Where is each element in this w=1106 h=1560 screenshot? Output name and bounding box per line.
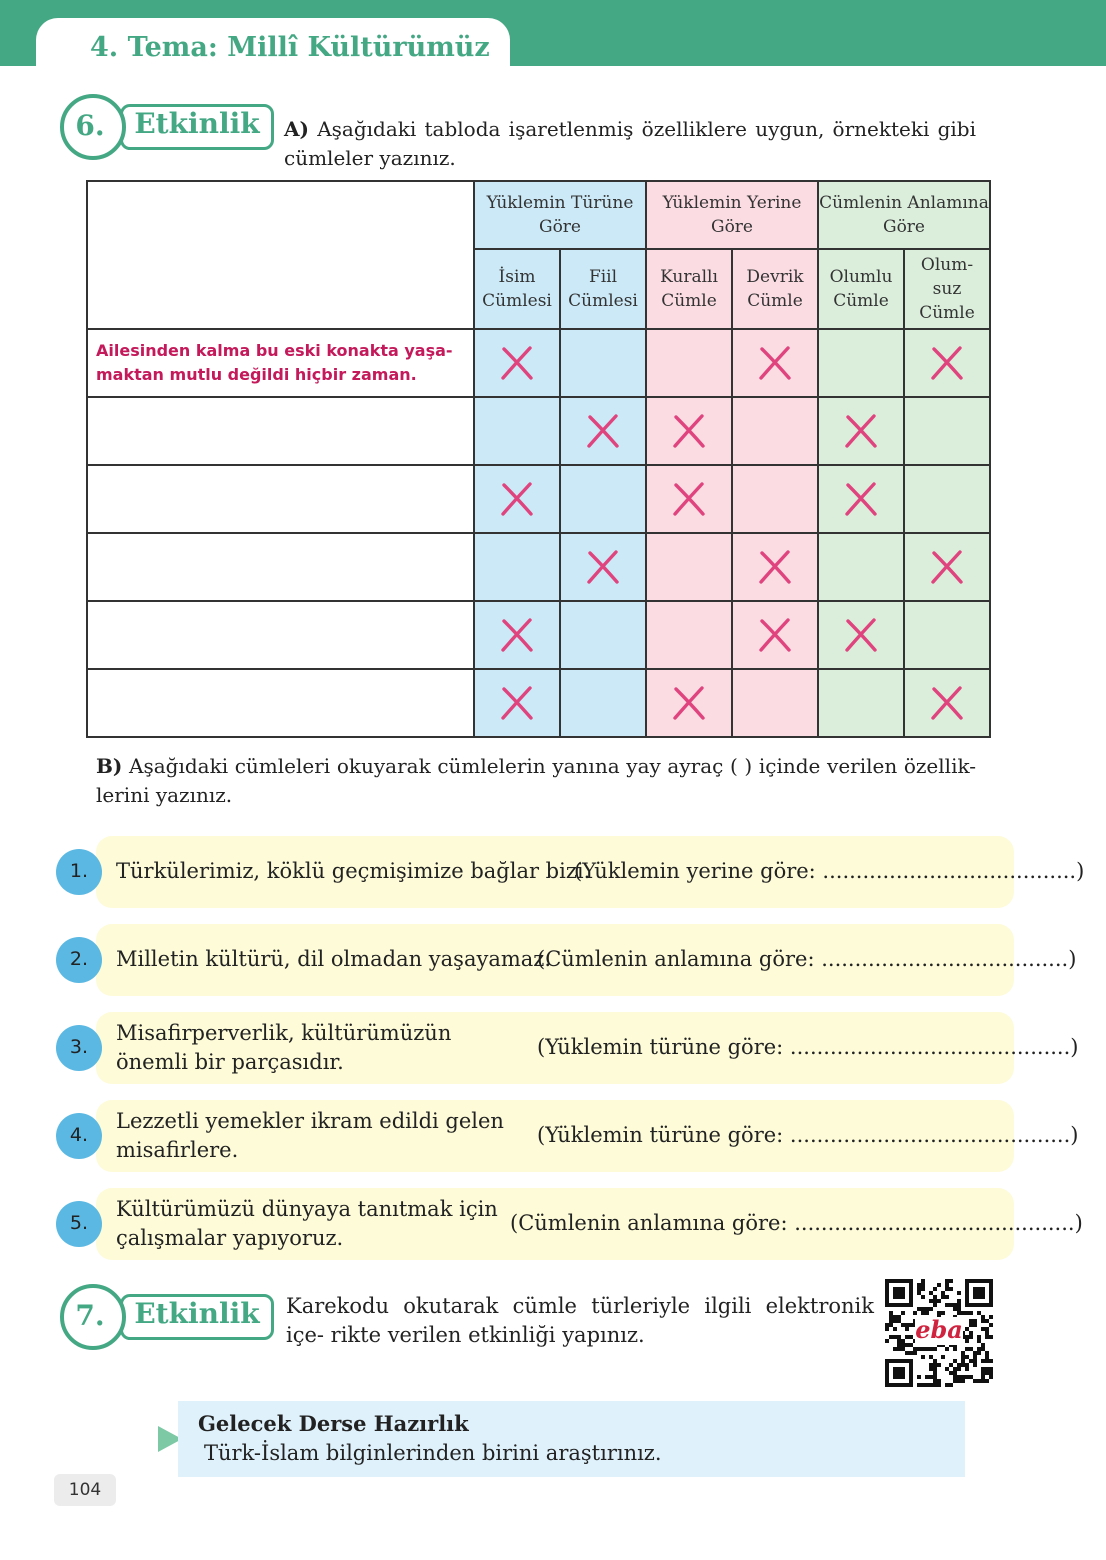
mark-cell: [904, 669, 990, 737]
cross-mark-icon: [757, 345, 793, 381]
mark-cell: [818, 329, 904, 397]
mark-cell: [474, 465, 560, 533]
theme-title: 4. Tema: Millî Kültürümüz: [90, 32, 490, 63]
column-header: Kurallı Cümle: [646, 249, 732, 329]
activity-number: 7.: [75, 1299, 105, 1332]
sentence-cell[interactable]: [87, 669, 474, 737]
item-sentence: Türkülerimiz, köklü geçmişimize bağlar bizi.: [116, 859, 591, 883]
column-header: İsim Cümlesi: [474, 249, 560, 329]
sentence-cell[interactable]: [87, 533, 474, 601]
group-header: Yüklemin Türüne Göre: [474, 181, 646, 249]
mark-cell: [560, 465, 646, 533]
item-prompt[interactable]: (Yüklemin türüne göre: ..........................................): [537, 1123, 1079, 1147]
activity-label: Etkinlik: [134, 1297, 260, 1330]
mark-cell: [732, 601, 818, 669]
mark-cell: [474, 397, 560, 465]
page-number: 104: [54, 1474, 116, 1506]
cross-mark-icon: [499, 617, 535, 653]
header-tab: [36, 18, 510, 72]
mark-cell: [474, 533, 560, 601]
mark-cell: [646, 465, 732, 533]
exercise-item: [69, 836, 1085, 908]
cross-mark-icon: [929, 685, 965, 721]
exercise-item: [69, 924, 1077, 996]
cross-mark-icon: [757, 549, 793, 585]
cross-mark-icon: [671, 685, 707, 721]
item-number: 5.: [56, 1201, 102, 1247]
sentence-cell: Ailesinden kalma bu eski konakta yaşa- maktan mutlu değildi hiçbir zaman.: [87, 329, 474, 397]
column-header: Fiil Cümlesi: [560, 249, 646, 329]
activity-7-badge: [60, 1284, 274, 1350]
group-header: Yüklemin Yerine Göre: [646, 181, 818, 249]
mark-cell: [732, 397, 818, 465]
preparation-title: Gelecek Derse Hazırlık: [198, 1411, 469, 1436]
exercise-item: [69, 1012, 1079, 1084]
preparation-text: Türk-İslam bilginlerinden birini araştırınız.: [204, 1441, 662, 1465]
cross-mark-icon: [499, 685, 535, 721]
table-row: [87, 601, 990, 669]
item-prompt[interactable]: (Cümlenin anlamına göre: .....................................): [537, 947, 1077, 971]
cross-mark-icon: [585, 549, 621, 585]
cross-mark-icon: [843, 413, 879, 449]
sentence-cell[interactable]: [87, 397, 474, 465]
activity-number: 6.: [75, 109, 105, 142]
cross-mark-icon: [929, 549, 965, 585]
activity-label: Etkinlik: [134, 107, 260, 140]
mark-cell: [732, 669, 818, 737]
item-number: 2.: [56, 937, 102, 983]
cross-mark-icon: [671, 413, 707, 449]
sentence-cell[interactable]: [87, 601, 474, 669]
table-row: [87, 397, 990, 465]
cross-mark-icon: [585, 413, 621, 449]
item-prompt[interactable]: (Yüklemin türüne göre: ..........................................): [537, 1035, 1079, 1059]
mark-cell: [474, 329, 560, 397]
mark-cell: [732, 533, 818, 601]
mark-cell: [904, 601, 990, 669]
item-sentence: Misafirperverlik, kültürümüzün önemli bir parçasıdır.: [116, 1021, 452, 1074]
item-sentence: Kültürümüzü dünyaya tanıtmak için çalışmalar yapıyoruz.: [116, 1197, 498, 1250]
mark-cell: [560, 669, 646, 737]
mark-cell: [904, 397, 990, 465]
column-header: Olum- suz Cümle: [904, 249, 990, 329]
mark-cell: [646, 669, 732, 737]
mark-cell: [904, 329, 990, 397]
mark-cell: [560, 533, 646, 601]
mark-cell: [904, 465, 990, 533]
column-header: Devrik Cümle: [732, 249, 818, 329]
item-prompt[interactable]: (Yüklemin yerine göre: ......................................): [574, 859, 1085, 883]
table-row: [87, 669, 990, 737]
cross-mark-icon: [757, 617, 793, 653]
mark-cell: [474, 669, 560, 737]
qr-code[interactable]: [885, 1279, 993, 1387]
mark-cell: [646, 533, 732, 601]
mark-cell: [560, 601, 646, 669]
mark-cell: [818, 669, 904, 737]
exercise-item: [69, 1100, 1079, 1172]
item-number: 1.: [56, 849, 102, 895]
mark-cell: [646, 397, 732, 465]
instruction-7: Karekodu okutarak cümle türleriyle ilgili elektronik içe- rikte verilen etkinliği yapınız.: [286, 1294, 874, 1347]
mark-cell: [646, 601, 732, 669]
sentence-properties-table: [86, 180, 991, 738]
cross-mark-icon: [499, 345, 535, 381]
mark-cell: [904, 533, 990, 601]
group-header: Cümlenin Anlamına Göre: [818, 181, 990, 249]
instruction-b: B) Aşağıdaki cümleleri okuyarak cümlelerin yanına yay ayraç ( ) içinde verilen özellik- lerini yazınız.: [96, 754, 976, 807]
empty-corner-cell: [87, 181, 474, 329]
mark-cell: [732, 329, 818, 397]
eba-logo: eba: [915, 1315, 963, 1344]
instruction-a: A) Aşağıdaki tabloda işaretlenmiş özelliklere uygun, örnekteki gibi cümleler yazınız.: [284, 117, 977, 170]
mark-cell: [818, 397, 904, 465]
mark-cell: [646, 329, 732, 397]
cross-mark-icon: [843, 617, 879, 653]
table-row: [87, 465, 990, 533]
table-row: [87, 533, 990, 601]
column-header: Olumlu Cümle: [818, 249, 904, 329]
item-prompt[interactable]: (Cümlenin anlamına göre: ..........................................): [510, 1211, 1083, 1235]
sentence-cell[interactable]: [87, 465, 474, 533]
item-number: 4.: [56, 1113, 102, 1159]
item-sentence: Lezzetli yemekler ikram edildi gelen misafirlere.: [116, 1109, 504, 1162]
preparation-box: [178, 1401, 965, 1477]
mark-cell: [818, 465, 904, 533]
cross-mark-icon: [499, 481, 535, 517]
mark-cell: [818, 533, 904, 601]
table-row: [87, 329, 990, 397]
mark-cell: [560, 329, 646, 397]
activity-6-badge: [60, 94, 274, 160]
cross-mark-icon: [843, 481, 879, 517]
mark-cell: [732, 465, 818, 533]
exercise-item: [69, 1188, 1083, 1260]
mark-cell: [560, 397, 646, 465]
cross-mark-icon: [671, 481, 707, 517]
cross-mark-icon: [929, 345, 965, 381]
item-sentence: Milletin kültürü, dil olmadan yaşayamaz.: [116, 947, 552, 971]
item-number: 3.: [56, 1025, 102, 1071]
mark-cell: [818, 601, 904, 669]
mark-cell: [474, 601, 560, 669]
